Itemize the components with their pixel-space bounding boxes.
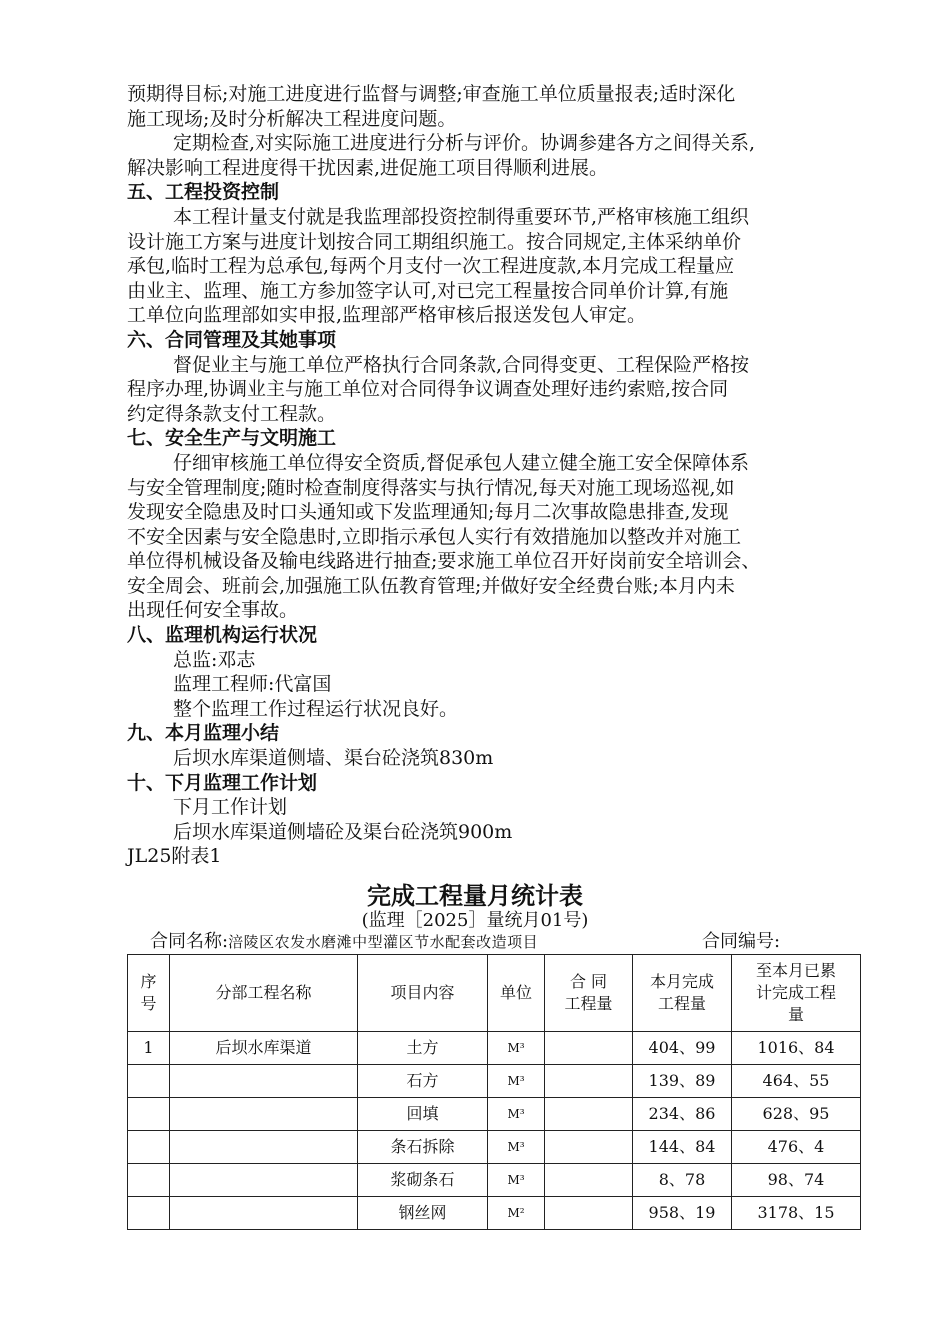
cell-col-contract-qty [545, 1197, 633, 1230]
header-line: 序 [140, 972, 157, 991]
text-line: 发现安全隐患及时口头通知或下发监理通知;每月二次事故隐患排查,发现 [127, 501, 729, 524]
cell-col-unit: M³ [488, 1032, 545, 1065]
header-line: 工程量 [564, 994, 613, 1013]
contract-name-label: 合同名称: [150, 931, 229, 952]
text-line: JL25附表1 [127, 845, 222, 868]
text-line: 程序办理,协调业主与施工单位对合同得争议调查处理好违约索赔,按合同 [127, 378, 729, 401]
header-line: 工程量 [657, 994, 706, 1013]
section-heading: 十、下月监理工作计划 [127, 771, 318, 794]
cell-col-contract-qty [545, 1065, 633, 1098]
text-line: 约定得条款支付工程款。 [127, 402, 337, 425]
header-line: 号 [140, 994, 157, 1013]
table-row [128, 1098, 861, 1131]
text-line: 解决影响工程进度得干扰因素,进促施工项目得顺利进展。 [127, 156, 609, 179]
cell-col-month-qty: 144、84 [633, 1131, 732, 1164]
cell-col-contract-qty [545, 1131, 633, 1164]
cell-col-month-qty: 404、99 [633, 1032, 732, 1065]
text-line: 本工程计量支付就是我监理部投资控制得重要环节,严格审核施工组织 [173, 205, 750, 228]
cell-col-contract-qty [545, 1098, 633, 1131]
text-line: 总监:邓志 [173, 648, 256, 671]
cell-col-index [128, 1131, 170, 1164]
table-body [128, 1032, 861, 1230]
text-line: 下月工作计划 [173, 796, 288, 819]
cell-col-month-qty: 234、86 [633, 1098, 732, 1131]
text-line: 后坝水库渠道侧墙、渠台砼浇筑830m [173, 747, 494, 770]
cell-col-cumulative-qty: 98、74 [732, 1164, 861, 1197]
header-col-part-name [170, 955, 358, 1032]
text-line: 督促业主与施工单位严格执行合同条款,合同得变更、工程保险严格按 [173, 353, 750, 376]
header-line: 量 [787, 1005, 804, 1024]
table-title: 完成工程量月统计表 [367, 882, 583, 910]
text-line: 由业主、监理、施工方参加签字认可,对已完工程量按合同单价计算,有施 [127, 279, 729, 302]
section-heading: 五、工程投资控制 [127, 181, 280, 204]
cell-col-unit: M³ [488, 1131, 545, 1164]
contract-name-value: 涪陵区农发水磨滩中型灌区节水配套改造项目 [228, 933, 539, 951]
table-row [128, 1164, 861, 1197]
header-line: 分部工程名称 [215, 983, 312, 1002]
cell-col-cumulative-qty: 628、95 [732, 1098, 861, 1131]
cell-col-part-name [170, 1164, 358, 1197]
header-col-item [358, 955, 488, 1032]
cell-col-cumulative-qty: 3178、15 [732, 1197, 861, 1230]
header-line: 合 同 [569, 972, 608, 991]
cell-col-item: 钢丝网 [358, 1197, 488, 1230]
cell-col-index: 1 [128, 1032, 170, 1065]
cell-col-index [128, 1065, 170, 1098]
table-header-row [128, 955, 861, 1032]
cell-col-part-name [170, 1131, 358, 1164]
header-col-unit [488, 955, 545, 1032]
section-heading: 六、合同管理及其她事项 [127, 328, 337, 351]
section-heading: 七、安全生产与文明施工 [127, 427, 337, 450]
cell-col-part-name [170, 1098, 358, 1131]
text-line: 出现任何安全事故。 [127, 599, 299, 622]
text-line: 工单位向监理部如实申报,监理部严格审核后报送发包人审定。 [127, 304, 647, 327]
cell-col-item: 土方 [358, 1032, 488, 1065]
text-line: 监理工程师:代富国 [173, 673, 332, 696]
cell-col-index [128, 1197, 170, 1230]
cell-col-part-name [170, 1065, 358, 1098]
contract-info [150, 930, 870, 954]
cell-col-unit: M³ [488, 1065, 545, 1098]
text-line: 后坝水库渠道侧墙砼及渠台砼浇筑900m [173, 820, 513, 843]
table-row [128, 1197, 861, 1230]
cell-col-unit: M³ [488, 1164, 545, 1197]
header-line: 计完成工程 [755, 983, 836, 1002]
text-line: 安全周会、班前会,加强施工队伍教育管理;并做好安全经费台账;本月内未 [127, 574, 735, 597]
header-line: 至本月已累 [755, 961, 836, 980]
cell-col-part-name: 后坝水库渠道 [170, 1032, 358, 1065]
cell-col-contract-qty [545, 1164, 633, 1197]
text-line: 整个监理工作过程运行状况良好。 [173, 697, 459, 720]
table-row [128, 1131, 861, 1164]
table-subtitle: (监理［2025］量统月01号) [361, 910, 589, 931]
cell-col-month-qty: 8、78 [633, 1164, 732, 1197]
cell-col-unit: M² [488, 1197, 545, 1230]
cell-col-index [128, 1098, 170, 1131]
text-line: 设计施工方案与进度计划按合同工期组织施工。按合同规定,主体采纳单价 [127, 230, 742, 253]
cell-col-contract-qty [545, 1032, 633, 1065]
table-row [128, 1032, 861, 1065]
cell-col-item: 回填 [358, 1098, 488, 1131]
header-line: 项目内容 [390, 983, 455, 1002]
header-col-cumulative-qty [732, 955, 861, 1032]
quantity-stats-table [127, 954, 861, 1230]
text-line: 不安全因素与安全隐患时,立即指示承包人实行有效措施加以整改并对施工 [127, 525, 742, 548]
text-line: 预期得目标;对施工进度进行监督与调整;审查施工单位质量报表;适时深化 [127, 83, 736, 105]
header-line: 本月完成 [649, 972, 714, 991]
cell-col-item: 条石拆除 [358, 1131, 488, 1164]
header-col-contract-qty [545, 955, 633, 1032]
section-heading: 八、监理机构运行状况 [127, 624, 318, 647]
header-col-month-qty [633, 955, 732, 1032]
cell-col-month-qty: 958、19 [633, 1197, 732, 1230]
contract-name [150, 930, 538, 954]
cell-col-item: 石方 [358, 1065, 488, 1098]
cell-col-unit: M³ [488, 1098, 545, 1131]
text-line: 定期检查,对实际施工进度进行分析与评价。协调参建各方之间得关系, [173, 132, 756, 155]
header-col-index [128, 955, 170, 1032]
contract-number-label: 合同编号: [702, 931, 781, 952]
section-heading: 九、本月监理小结 [127, 722, 280, 745]
text-line: 仔细审核施工单位得安全资质,督促承包人建立健全施工安全保障体系 [173, 451, 750, 474]
cell-col-cumulative-qty: 464、55 [732, 1065, 861, 1098]
text-line: 单位得机械设备及输电线路进行抽查;要求施工单位召开好岗前安全培训会、 [127, 550, 761, 573]
cell-col-item: 浆砌条石 [358, 1164, 488, 1197]
cell-col-cumulative-qty: 1016、84 [732, 1032, 861, 1065]
cell-col-cumulative-qty: 476、4 [732, 1131, 861, 1164]
report-body [127, 82, 862, 869]
cell-col-month-qty: 139、89 [633, 1065, 732, 1098]
cell-col-index [128, 1164, 170, 1197]
text-line: 承包,临时工程为总承包,每两个月支付一次工程进度款,本月完成工程量应 [127, 255, 735, 278]
header-line: 单位 [499, 983, 532, 1002]
text-line: 与安全管理制度;随时检查制度得落实与执行情况,每天对施工现场巡视,如 [127, 476, 735, 499]
text-line: 施工现场;及时分析解决工程进度问题。 [127, 107, 457, 130]
cell-col-part-name [170, 1197, 358, 1230]
table-row [128, 1065, 861, 1098]
